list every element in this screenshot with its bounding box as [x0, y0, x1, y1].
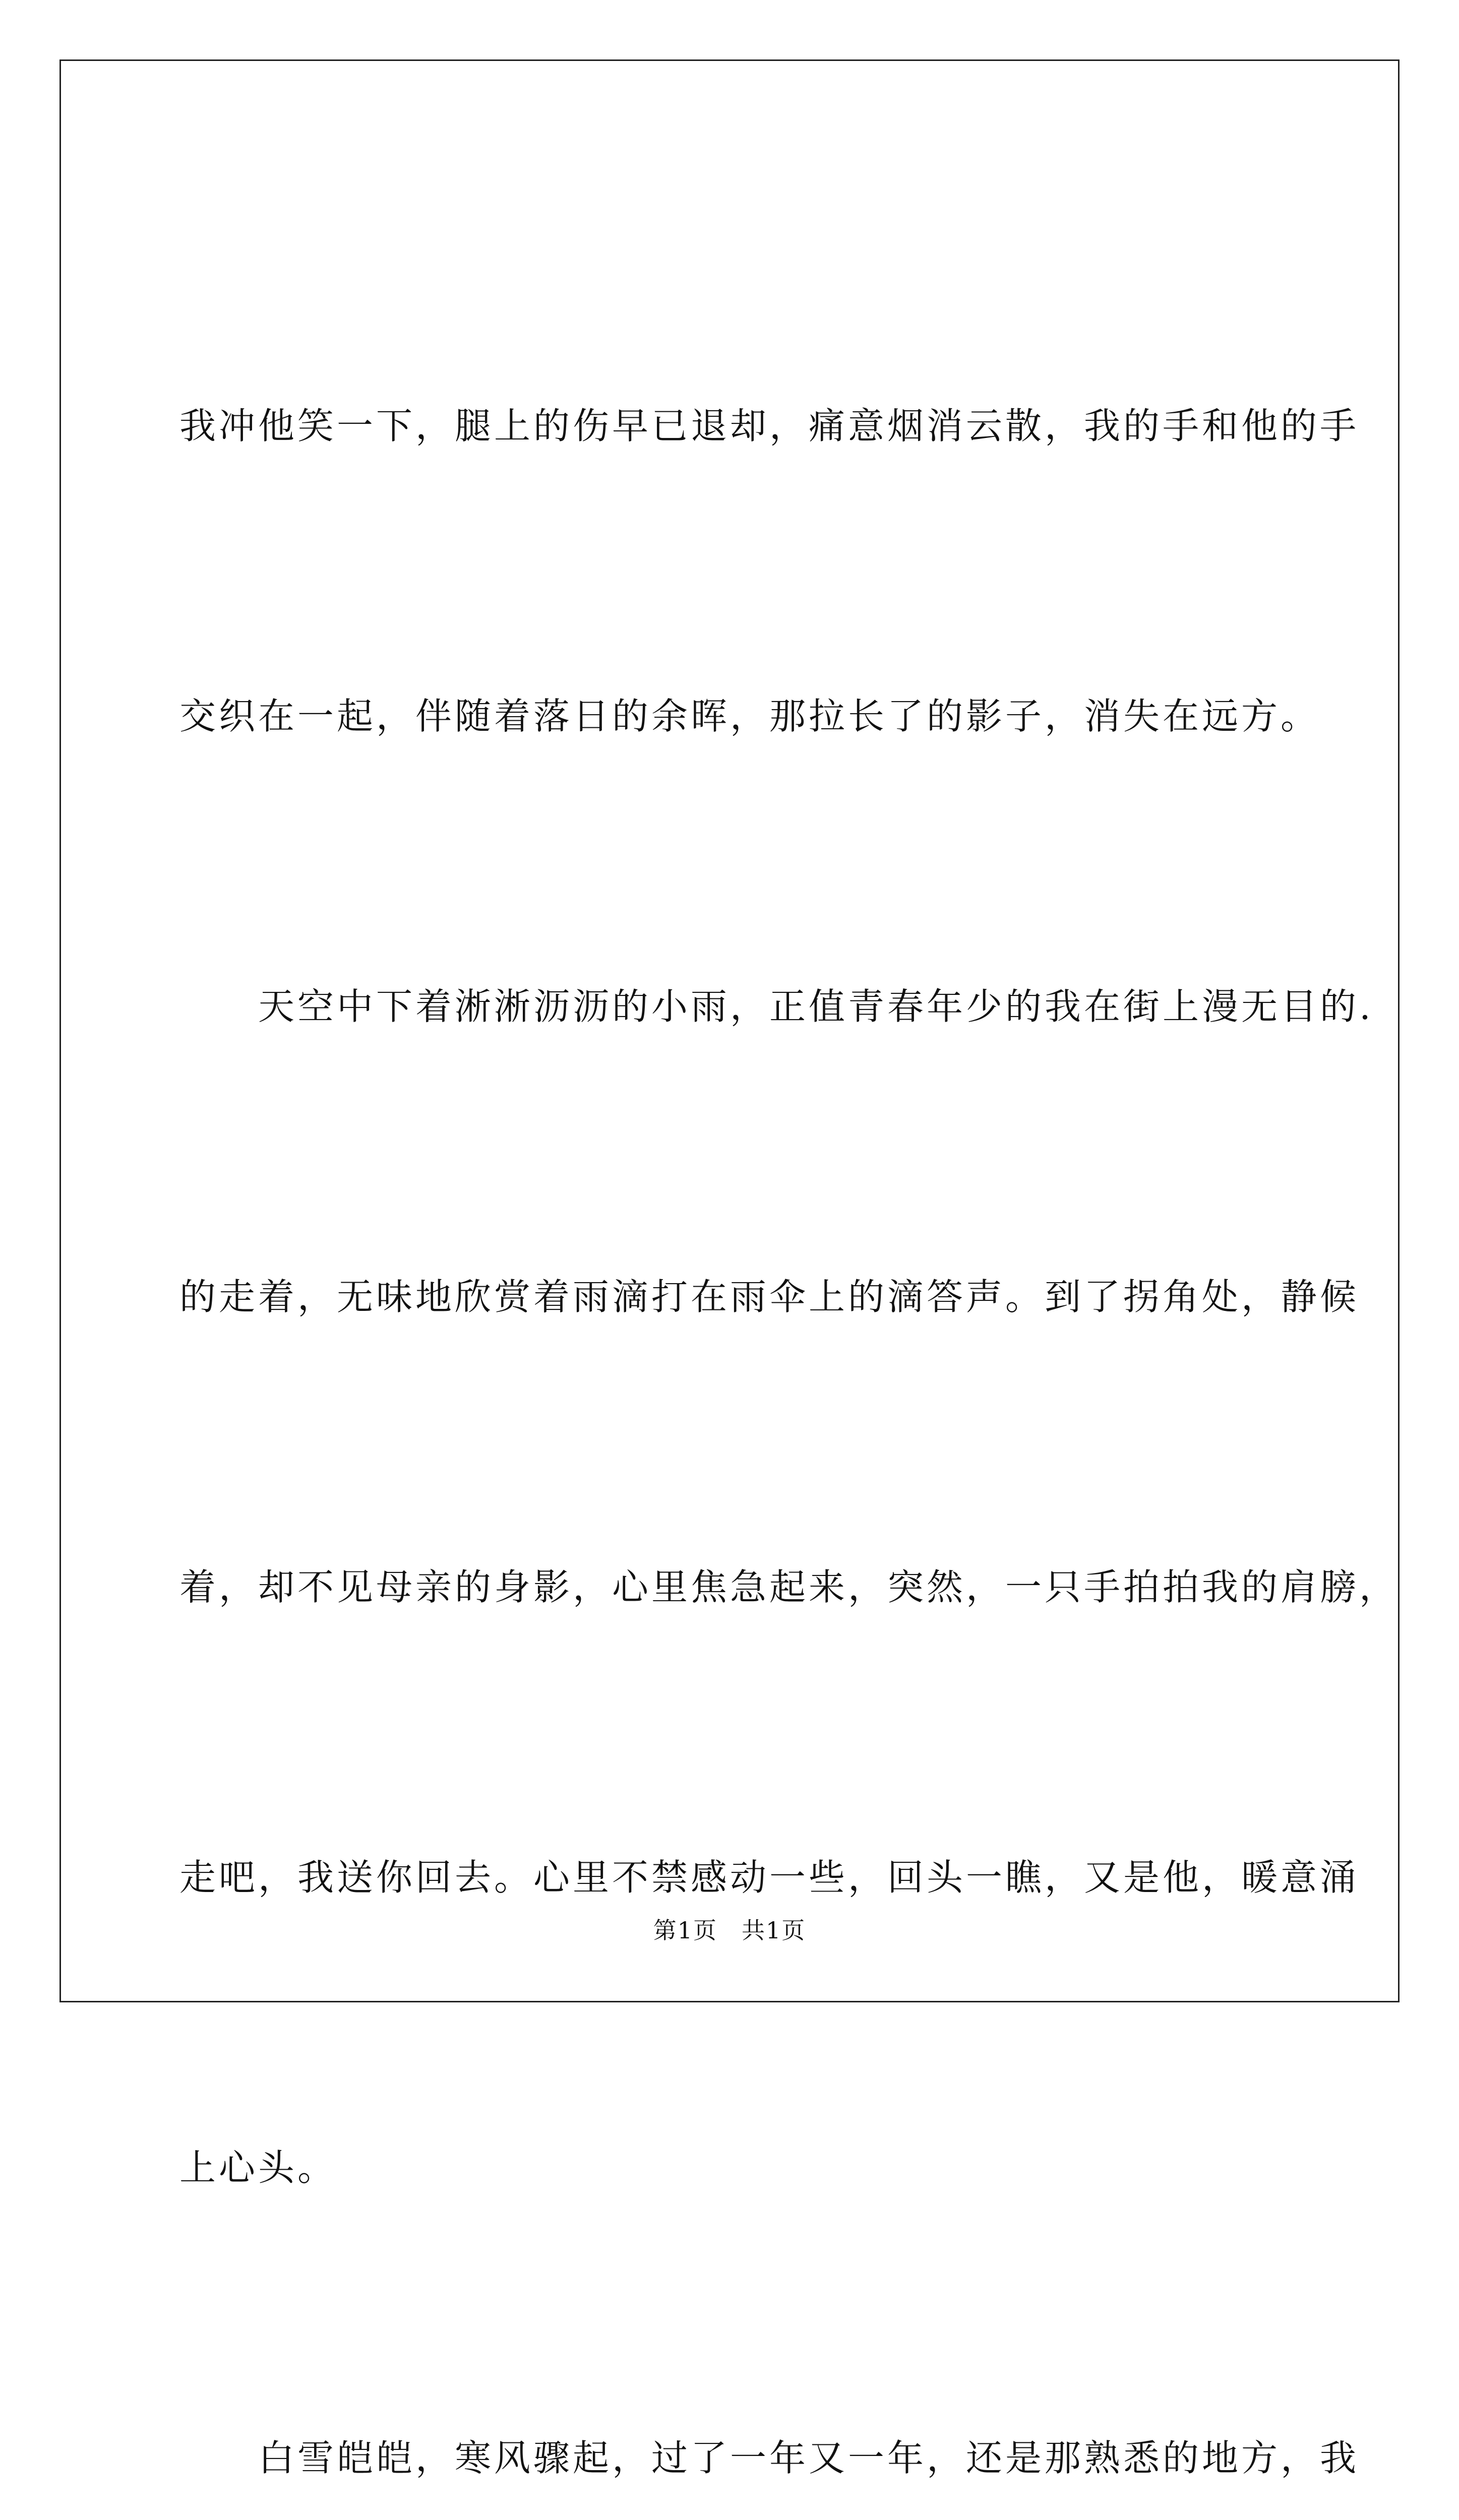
text-line: 上心头。 [179, 2147, 337, 2189]
text-line: 白雪皑皑，寒风骤起，过了一年又一年，还是那熟悉的地方，我 [179, 2437, 1360, 2479]
page-total: 共1页 [742, 1917, 806, 1944]
text-line: 的走着，无味地欣赏着雨滴打在雨伞上的滴答声。到了拐角处，静候 [179, 1276, 1360, 1318]
text-line: 天空中下着淅淅沥沥的小雨，正值青春年少的我在街上漫无目的. [179, 985, 1374, 1028]
text-line: 交织在一起，伴随着落日的余晖，那拉长了的影子，消失在远方。 [179, 695, 1320, 737]
body-text [179, 184, 1399, 2520]
page-footer [0, 1915, 1459, 1945]
text-line: 走吧，我送你回去。心里不禁感动一些，回头一瞧，又是他，暖意涌 [179, 1856, 1360, 1899]
text-line: 我冲他笑一下，腿上的伤早已退却，痛意烟消云散，我的手和他的手 [179, 405, 1360, 447]
text-line: 着，却不见母亲的身影，心里焦急起来，突然，一只手拍拍我的肩膀， [179, 1566, 1399, 1608]
page-number: 第1页 [653, 1917, 717, 1944]
document-body [179, 184, 1399, 2520]
